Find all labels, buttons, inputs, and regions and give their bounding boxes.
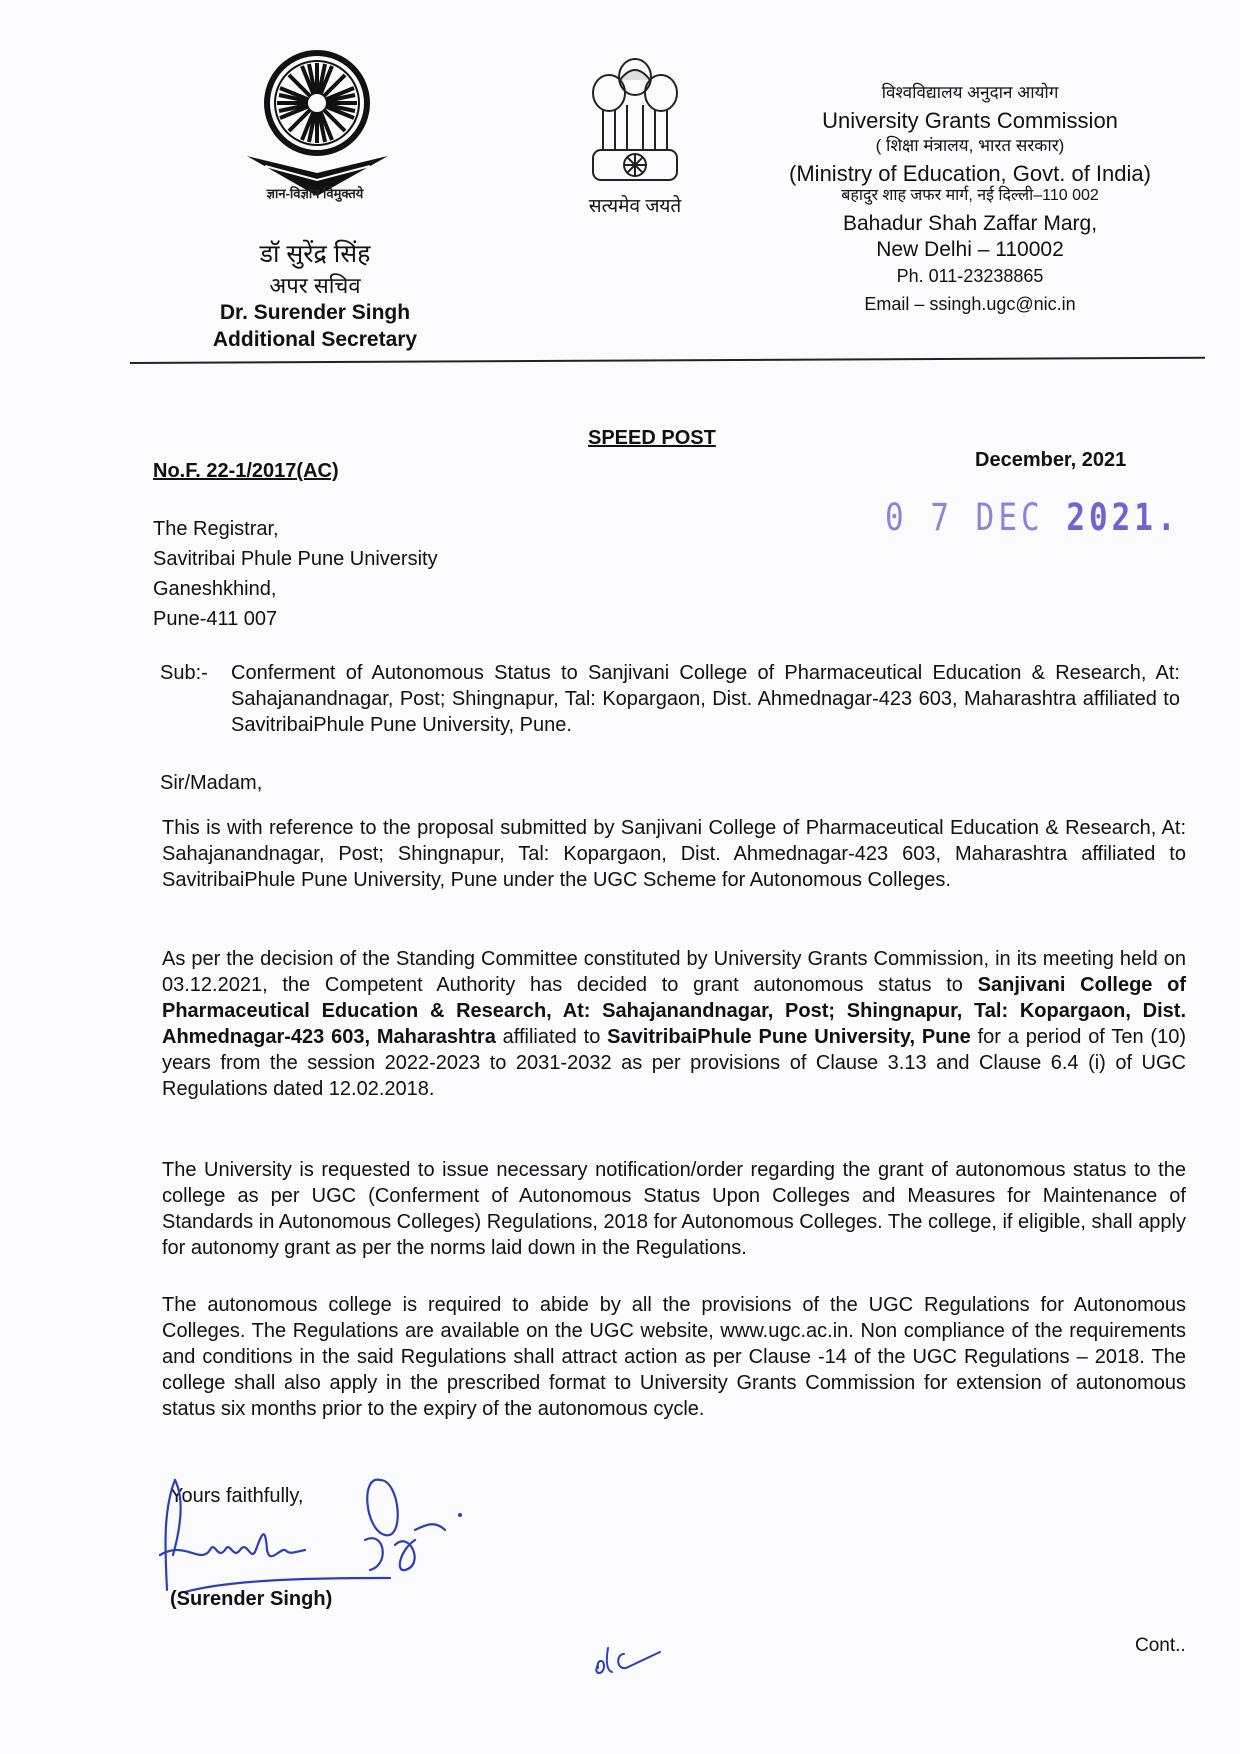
ugc-motto: ज्ञान-विज्ञान विमुक्तये (266, 186, 364, 201)
ministry-hindi: ( शिक्षा मंत्रालय, भारत सरकार) (875, 136, 1065, 155)
p2-text: affiliated to (495, 1026, 608, 1048)
delivery-mode: SPEED POST (588, 427, 716, 449)
continued-marker: Cont.. (1135, 1635, 1186, 1656)
recipient-line: Ganeshkhind, (153, 578, 277, 600)
salutation: Sir/Madam, (160, 772, 263, 794)
address-line-1: Bahadur Shah Zaffar Marg, (842, 212, 1098, 235)
header-divider (130, 357, 1205, 364)
phone: Ph. 011-23238865 (896, 266, 1044, 286)
national-emblem-icon (585, 55, 685, 190)
subject-label: Sub:- (160, 662, 208, 684)
signatory-name: Dr. Surender Singh (219, 301, 411, 324)
emblem-motto: सत्यमेव जयते (588, 196, 682, 217)
body-paragraph-4: The autonomous college is required to abide by all the provisions of the UGC Regulations for Autonomous Colleges. The Regulations are available on the UGC website, www.ugc.ac.in. Non compliance of the requirements and conditions in the said Regulations shall attract action as per Clause -14 of the UGC Regulations – 2018. The college shall also apply in the prescribed format to University Grants Commission for extension of autonomous status six months prior to the expiry of the autonomous cycle. (162, 1294, 1186, 1420)
signatory-name-hindi: डॉ सुरेंद्र सिंह (259, 240, 371, 268)
org-name: University Grants Commission (822, 108, 1118, 133)
recipient-address (153, 514, 438, 634)
p2-college-name: Sanjivani College of Pharmaceutical Education & Research, At: Sahajanandnagar, Post; Shingnapur, Tal: Kopargaon, Dist. Ahmednagar-423 603, Maharashtra (162, 974, 1186, 1048)
recipient-line: The Registrar, (153, 518, 279, 540)
date-stamp (885, 496, 1180, 539)
signature-icon (155, 1470, 495, 1600)
p2-text: for a period of Ten (10) years from the session 2022-2023 to 2031-2032 as per provisions of Clause 3.13 and Clause 6.4 (i) of UGC Regulations dated 12.02.2018. (162, 1026, 1187, 1100)
signatory-printed-name: (Surender Singh) (170, 1588, 333, 1610)
recipient-line: Savitribai Phule Pune University (153, 548, 438, 570)
letter-date: December, 2021 (975, 449, 1127, 471)
subject (160, 660, 1180, 738)
address-hindi: बहादुर शाह जफर मार्ग, नई दिल्ली–110 002 (841, 187, 1099, 204)
signatory-designation: Additional Secretary (212, 328, 418, 351)
body-paragraph-2 (162, 946, 1186, 1102)
email: Email – ssingh.ugc@nic.in (864, 294, 1076, 314)
file-number: No.F. 22-1/2017(AC) (153, 460, 339, 482)
recipient-line: Pune-411 007 (153, 608, 278, 630)
signatory-designation-hindi: अपर सचिव (269, 273, 361, 298)
p2-university-name: SavitribaiPhule Pune University, Pune (607, 1026, 971, 1048)
subject-text: Conferment of Autonomous Status to Sanjivani College of Pharmaceutical Education & Research, At: Sahajanandnagar, Post; Shingnapur, Tal: Kopargaon, Dist. Ahmednagar-423 603, Maharashtra affiliated to SavitribaiPhule Pune University, Pune. (231, 662, 1180, 736)
body-paragraph-1: This is with reference to the proposal submitted by Sanjivani College of Pharmaceutical Education & Research, At: Sahajanandnagar, Post; Shingnapur, Tal: Kopargaon, Dist. Ahmednagar-423 603, Maharashtra affiliated to SavitribaiPhule Pune University, Pune under the UGC Scheme for Autonomous Colleges. (162, 817, 1186, 891)
org-name-hindi: विश्वविद्यालय अनुदान आयोग (881, 83, 1059, 102)
stamp-year: 2021. (1066, 496, 1180, 540)
complimentary-close: Yours faithfully, (170, 1485, 304, 1507)
organization-block (760, 84, 1180, 313)
ministry: (Ministry of Education, Govt. of India) (789, 161, 1151, 186)
stamp-day-month: 0 7 DEC (885, 496, 1067, 540)
body-paragraph-3: The University is requested to issue necessary notification/order regarding the grant of autonomous status to the college as per UGC (Conferment of Autonomous Status Upon Colleges and Measures for Maintenance of Standards in Autonomous Colleges) Regulations, 2018 for Autonomous Colleges. The college, if eligible, shall apply for autonomy grant as per the norms laid down in the Regulations. (162, 1159, 1186, 1259)
address-line-2: New Delhi – 110002 (876, 238, 1064, 261)
ugc-logo-icon (245, 48, 390, 198)
initials-mark-icon (590, 1640, 670, 1680)
p2-text: As per the decision of the Standing Committee constituted by University Grants Commission, in its meeting held on 03.12.2021, the Competent Authority has decided to grant autonomous status to (162, 948, 1186, 996)
